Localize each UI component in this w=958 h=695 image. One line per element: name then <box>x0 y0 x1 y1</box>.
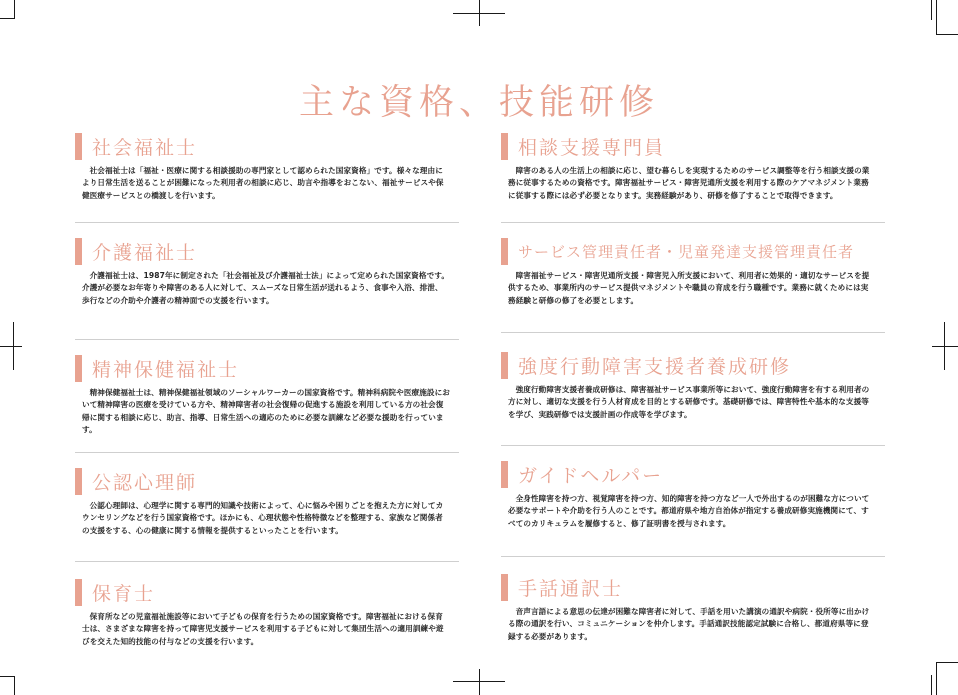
accent-bar <box>75 579 82 606</box>
section-hoikushi <box>75 562 459 664</box>
accent-bar <box>75 468 82 495</box>
accent-bar <box>75 355 82 382</box>
section-body: 社会福祉士は「福祉・医療に関する相談援助の専門家として認められた国家資格」です。様々な理由により日常生活を送ることが困難になった利用者の相談に応じ、助言や指導をおこない、福祉サービスや保健医療サービスとの橋渡しを行います。 <box>82 166 444 200</box>
section-guide-helper <box>501 446 885 557</box>
section-title: 精神保健福祉士 <box>92 358 240 381</box>
section-body: 保育所などの児童福祉施設等において子どもの保育を行うための国家資格です。障害福祉における保育士は、さまざまな障害を持って障害児支援サービスを利用する子どもに対して集団生活への適用訓練や遊びを交えた知的技能の付与などの支援を行います。 <box>82 612 444 646</box>
right-column <box>501 128 885 659</box>
section-title: 手話通訳士 <box>518 577 624 600</box>
section-body: 音声言語による意思の伝達が困難な障害者に対して、手話を用いた講演の通訳や病院・役所等に出かける際の通訳を行い、コミュニケーションを仲介します。手話通訳技能認定試験に合格し、都道府県等に登録する必要があります。 <box>508 607 870 641</box>
section-title: 保育士 <box>92 582 156 605</box>
section-service-kanri-sekininsha <box>501 223 885 333</box>
section-shuwa-tsuyakushi <box>501 557 885 659</box>
section-body: 介護福祉士は、1987年に制定された「社会福祉及び介護福祉士法」によって定められた国家資格です。介護が必要なお年寄りや障害のある人に対して、スムーズな日常生活が送れるよう、食事や入浴、排泄、歩行などの介助や介護者の精神面での支援を行います。 <box>82 271 450 305</box>
section-title: サービス管理責任者・児童発達支援管理責任者 <box>518 242 855 261</box>
section-body: 障害のある人の生活上の相談に応じ、望む暮らしを実現するためのサービス調整等を行う相談支援の業務に従事するための資格です。障害福祉サービス・障害児通所支援を利用する際のケアマネジメント業務に従事する際には必ず必要となります。実務経験があり、研修を修了することで取得できます。 <box>508 166 870 200</box>
section-body: 精神保健福祉士は、精神保健福祉領域のソーシャルワーカーの国家資格です。精神科病院や医療施設において精神障害の医療を受けている方や、精神障害者の社会復帰の促進する施設を利用している方の社会復帰に関する相談に応じ、助言、指導、日常生活への適応のために必要な訓練など必要な援助を行っています。 <box>82 388 450 434</box>
section-title: 強度行動障害支援者養成研修 <box>518 355 792 378</box>
section-title: ガイドヘルパー <box>518 464 664 487</box>
section-kaigo-fukushishi <box>75 223 459 340</box>
section-konin-shinrishi <box>75 453 459 562</box>
accent-bar <box>75 238 82 265</box>
accent-bar <box>501 133 508 160</box>
section-title: 公認心理師 <box>92 471 198 494</box>
accent-bar <box>501 574 508 601</box>
section-body: 公認心理師は、心理学に関する専門的知識や技術によって、心に悩みや困りごとを抱えた方に対してカウンセリングなどを行う国家資格です。ほかにも、心理状態や性格特徴などを整理する、家族など関係者の支援をする、心の健康に関する情報を提供するといったことを行います。 <box>82 501 444 535</box>
section-title: 社会福祉士 <box>92 136 198 159</box>
section-body: 強度行動障害支援者養成研修は、障害福祉サービス事業所等において、強度行動障害を有する利用者の方に対し、適切な支援を行う人材育成を目的とする研修です。基礎研修では、障害特性や基本的な支援等を学び、実践研修では支援計画の作成等を学びます。 <box>508 385 870 419</box>
left-column <box>75 128 459 664</box>
section-title: 介護福祉士 <box>92 241 198 264</box>
section-sodan-shien-senmonin <box>501 128 885 223</box>
section-kyodo-kodo-shogai <box>501 333 885 446</box>
page-title: 主な資格、技能研修 <box>298 83 659 124</box>
accent-bar <box>75 133 82 160</box>
accent-bar <box>501 461 508 488</box>
section-body: 障害福祉サービス・障害児通所支援・障害児入所支援において、利用者に効果的・適切なサービスを提供するため、事業所内のサービス提供マネジメントや職員の育成を行う職種です。業務に就くためには実務経験と研修の修了を必要とします。 <box>508 271 870 305</box>
accent-bar <box>501 352 508 379</box>
section-shakai-fukushishi <box>75 128 459 223</box>
section-seishin-hoken-fukushishi <box>75 340 459 453</box>
section-body: 全身性障害を持つ方、視覚障害を持つ方、知的障害を持つ方など一人で外出するのが困難な方について必要なサポートや介助を行う人のことです。都道府県や地方自治体が指定する養成研修実施機関にて、すべてのカリキュラムを履修すると、修了証明書を授与されます。 <box>508 494 870 528</box>
section-title: 相談支援専門員 <box>518 136 666 159</box>
accent-bar <box>501 238 508 265</box>
